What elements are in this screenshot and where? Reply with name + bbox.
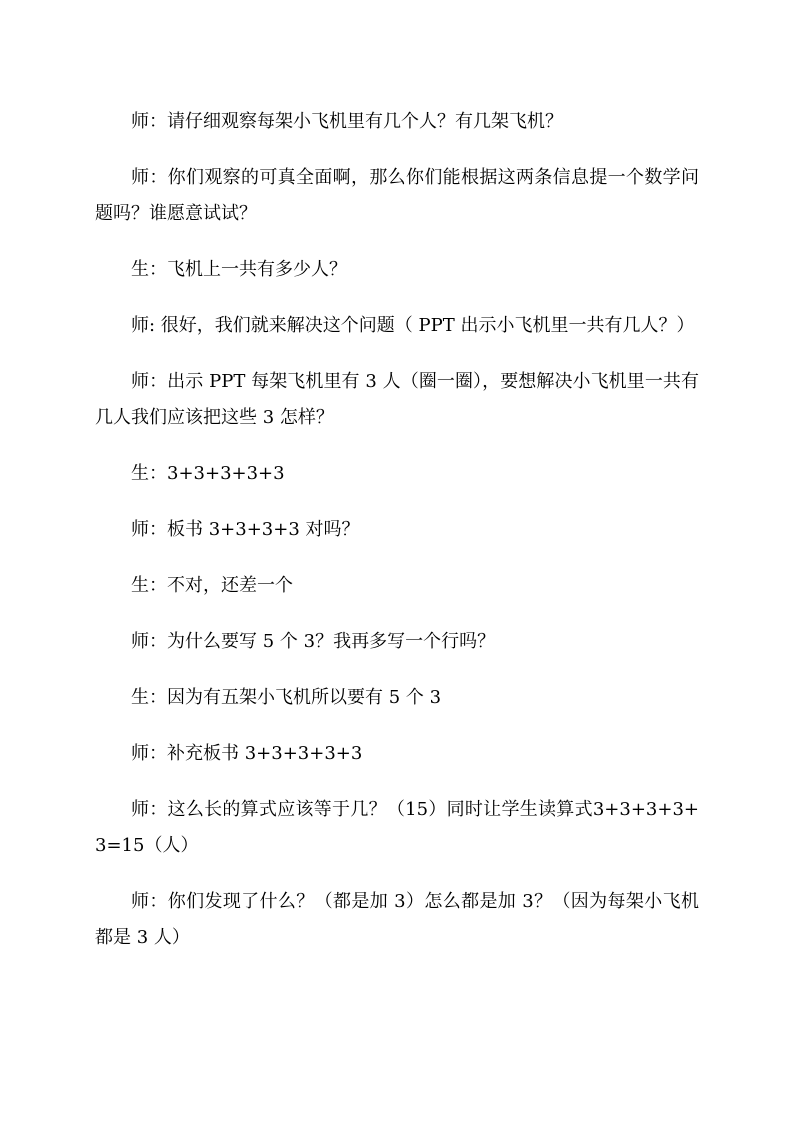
paragraph: 师：请仔细观察每架小飞机里有几个人？有几架飞机？ <box>131 111 563 132</box>
paragraph: 师：你们发现了什么？（都是加 3）怎么都是加 3？（因为每架小飞机都是 3 人） <box>95 891 699 948</box>
paragraph: 生：飞机上一共有多少人？ <box>131 259 347 280</box>
paragraph: 师: 很好，我们就来解决这个问题（ PPT 出示小飞机里一共有几人？） <box>131 315 695 336</box>
paragraph: 师：你们观察的可真全面啊，那么你们能根据这两条信息提一个数学问题吗？谁愿意试试？ <box>95 167 699 224</box>
paragraph: 师：补充板书 3+3+3+3+3 <box>131 743 363 764</box>
paragraph: 师：为什么要写 5 个 3？我再多写一个行吗？ <box>131 631 496 652</box>
paragraph: 师：板书 3+3+3+3 对吗？ <box>131 519 360 540</box>
paragraph: 生：因为有五架小飞机所以要有 5 个 3 <box>131 687 442 708</box>
paragraph: 生：3+3+3+3+3 <box>131 463 285 484</box>
document-body <box>95 104 699 976</box>
paragraph: 生：不对，还差一个 <box>131 575 293 596</box>
paragraph: 师：出示 PPT 每架飞机里有 3 人（圈一圈），要想解决小飞机里一共有几人我们应该把这些 3 怎样？ <box>95 371 699 428</box>
paragraph: 师：这么长的算式应该等于几？（15）同时让学生读算式3+3+3+3+3=15（人） <box>95 799 699 856</box>
